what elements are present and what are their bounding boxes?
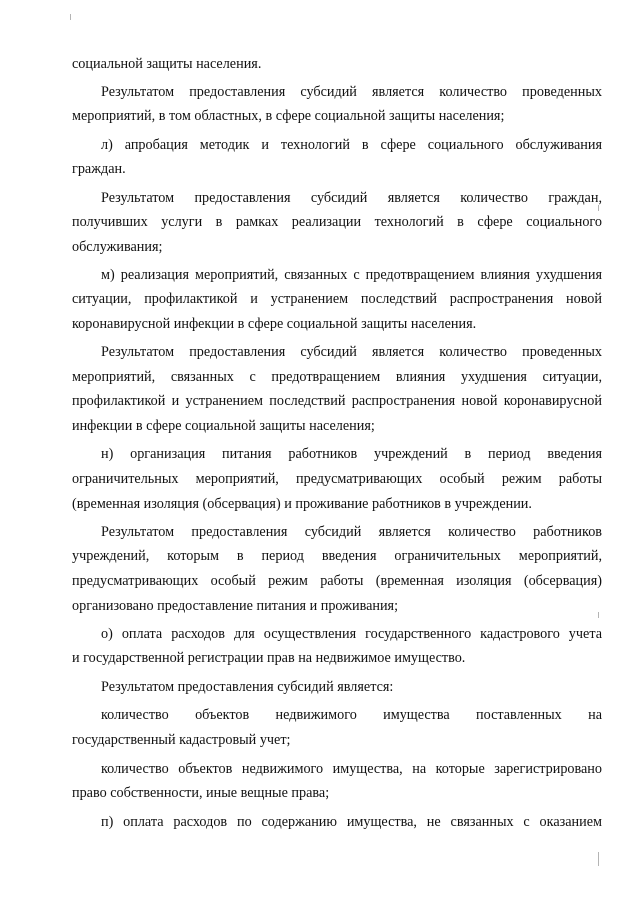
text-line: м) реализация мероприятий, связанных с предотвращением влияния ухудшения — [101, 267, 602, 283]
text-line: количество объектов недвижимого имущества поставленных на — [101, 707, 602, 723]
text-line: Результатом предоставления субсидий является количество работников — [101, 524, 602, 540]
text-line: ограничительных мероприятий, предусматривающих особый режим работы — [72, 471, 602, 487]
text-line: и государственной регистрации прав на недвижимое имущество. — [72, 650, 466, 666]
text-line: л) апробация методик и технологий в сфере социального обслуживания — [101, 137, 602, 153]
text-line: учреждений, которым в период введения ограничительных мероприятий, — [72, 548, 602, 564]
text-line: Результатом предоставления субсидий является: — [101, 679, 394, 695]
text-line: ситуации, профилактикой и устранением последствий распространения новой — [72, 291, 602, 307]
text-line: профилактикой и устранением последствий распространения новой коронавирусной — [72, 393, 602, 409]
text-line: государственный кадастровый учет; — [72, 732, 291, 748]
text-line: н) организация питания работников учреждений в период введения — [101, 446, 602, 462]
text-line: коронавирусной инфекции в сфере социальной защиты населения. — [72, 316, 477, 332]
text-line: предусматривающих особый режим работы (временная изоляция (обсервация) — [72, 573, 602, 589]
text-line: (временная изоляция (обсервация) и проживание работников в учреждении. — [72, 496, 532, 512]
text-line: инфекции в сфере социальной защиты населения; — [72, 418, 375, 434]
text-line: Результатом предоставления субсидий является количество проведенных — [101, 344, 602, 360]
text-line: право собственности, иные вещные права; — [72, 785, 330, 801]
text-line: мероприятий, связанных с предотвращением влияния ухудшения ситуации, — [72, 369, 602, 385]
text-line: количество объектов недвижимого имущества, на которые зарегистрировано — [101, 761, 602, 777]
text-line: социальной защиты населения. — [72, 56, 262, 72]
scan-mark — [598, 852, 599, 866]
text-line: мероприятий, в том областных, в сфере социальной защиты населения; — [72, 108, 505, 124]
text-line: п) оплата расходов по содержанию имущества, не связанных с оказанием — [101, 814, 602, 830]
text-line: организовано предоставление питания и проживания; — [72, 598, 399, 614]
text-line: Результатом предоставления субсидий является количество граждан, — [101, 190, 602, 206]
scan-mark — [70, 14, 71, 20]
text-line: о) оплата расходов для осуществления государственного кадастрового учета — [101, 626, 602, 642]
text-line: Результатом предоставления субсидий является количество проведенных — [101, 84, 602, 100]
text-line: получивших услуги в рамках реализации технологий в сфере социального — [72, 214, 602, 230]
text-line: граждан. — [72, 161, 126, 177]
text-line: обслуживания; — [72, 239, 163, 255]
